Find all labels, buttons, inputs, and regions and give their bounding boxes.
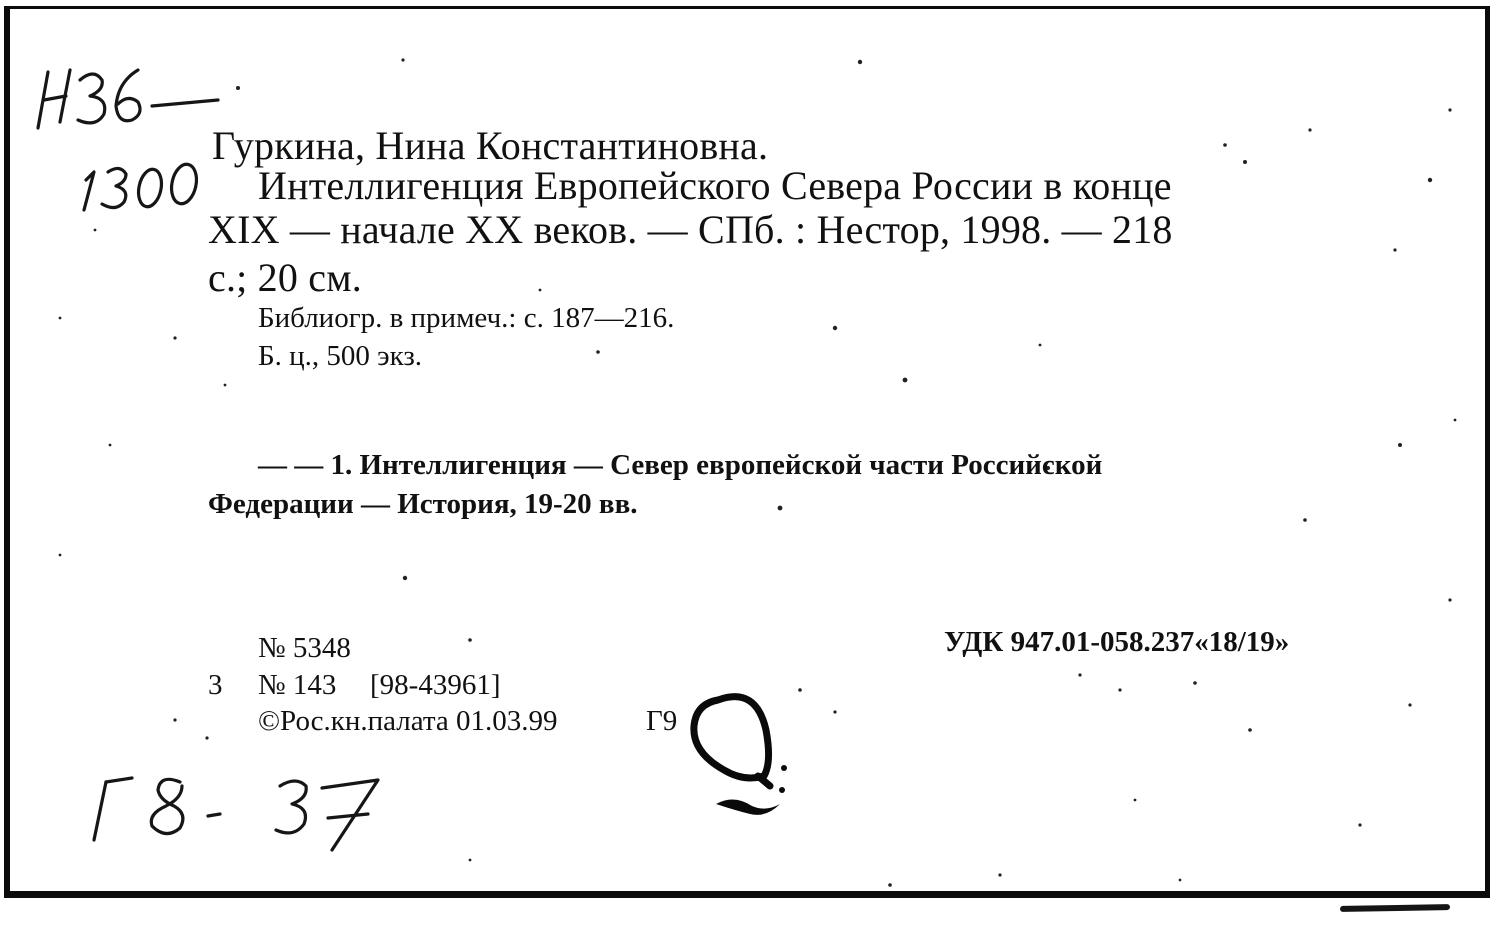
prefix-digit: 3 (208, 669, 223, 701)
record-number: № 143 (258, 669, 337, 701)
bibliography-note: Библиогр. в примеч.: с. 187—216. (258, 302, 675, 334)
subject-line-1: — — 1. Интеллигенция — Север европейской части Российской (258, 449, 1103, 481)
book-chamber-date: ©Рос.кн.палата 01.03.99 (258, 705, 558, 737)
udc-code: УДК 947.01-058.237«18/19» (944, 626, 1290, 658)
stamp-fragment: Г9 (646, 705, 678, 737)
handwritten-call-number (20, 60, 240, 220)
title-line-3: с.; 20 см. (208, 255, 362, 300)
ink-stamp-mark (670, 680, 810, 830)
registration-number: [98-43961] (370, 669, 501, 701)
price-copies-note: Б. ц., 500 экз. (258, 340, 423, 372)
title-line-1: Интеллигенция Европейского Севера России в конце (258, 163, 1172, 208)
card-number: № 5348 (258, 632, 351, 664)
subject-line-2: Федерации — История, 19-20 вв. (208, 488, 638, 520)
handwritten-shelf-mark (70, 760, 400, 870)
author-line: Гуркина, Нина Константиновна. (212, 123, 769, 168)
title-line-2: XIX — начале XX веков. — СПб. : Нестор, 1998. — 218 (208, 207, 1173, 252)
